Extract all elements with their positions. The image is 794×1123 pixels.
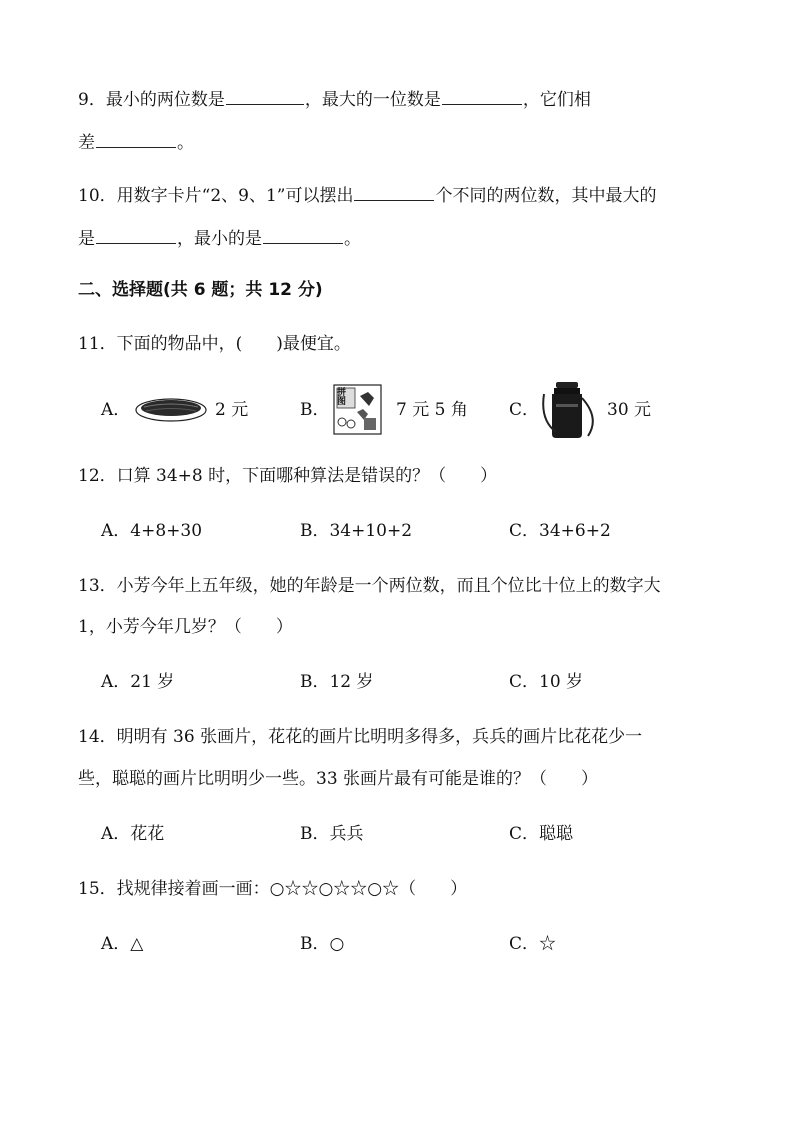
q12-option-a[interactable]: A．4+8+30 [101,521,203,541]
question-11-stem: 11．下面的物品中，( )最便宜。 [78,334,351,354]
question-14-stem-line-1: 14．明明有 36 张画片，花花的画片比明明多得多，兵兵的画片比花花少一 [78,727,643,747]
q11-option-b-price: 7 元 5 角 [396,400,468,420]
q9-text-a: 9．最小的两位数是 [78,90,225,110]
puzzle-box-label: 拼图 [337,388,347,407]
q12-option-c[interactable]: C．34+6+2 [509,521,611,541]
question-9-line-2 [78,129,194,155]
q13-option-a[interactable]: A．21 岁 [101,672,175,692]
q10-blank-smallest[interactable] [263,225,343,244]
q10-blank-largest[interactable] [96,225,176,244]
question-15-stem: 15．找规律接着画一画：○☆☆○☆☆○☆（ ） [78,879,468,899]
q9-blank-largest-one-digit[interactable] [442,86,522,105]
q10-text-c: 是 [78,229,95,249]
pencil-case-icon [134,392,208,426]
q9-text-c: ，它们相 [522,90,591,110]
q15-option-b[interactable]: B．○ [300,934,345,954]
q10-blank-count[interactable] [354,182,434,201]
q14-option-b[interactable]: B．兵兵 [300,824,364,844]
q15-option-c[interactable]: C．☆ [509,934,557,954]
question-13-stem-line-1: 13．小芳今年上五年级，她的年龄是一个两位数，而且个位比十位上的数字大 [78,576,661,596]
question-14-stem-line-2: 些，聪聪的画片比明明少一些。33 张画片最有可能是谁的？（ ） [78,769,599,789]
question-10-line-1 [78,182,656,208]
question-9-line-1 [78,86,591,112]
q13-option-b[interactable]: B．12 岁 [300,672,374,692]
q11-option-a-price: 2 元 [215,400,249,420]
q9-text-b: ，最大的一位数是 [304,90,441,110]
q14-option-a[interactable]: A．花花 [101,824,165,844]
q10-text-d: ，最小的是 [177,229,262,249]
q10-text-b: 个不同的两位数，其中最大的 [435,186,657,206]
q11-option-c-letter[interactable]: C． [509,400,540,420]
q13-option-c[interactable]: C．10 岁 [509,672,584,692]
question-10-line-2 [78,225,361,251]
section-2-heading: 二、选择题(共 6 题；共 12 分) [78,280,323,300]
q11-option-c-price: 30 元 [607,400,652,420]
water-bottle-icon [542,380,598,440]
q12-option-b[interactable]: B．34+10+2 [300,521,413,541]
q11-option-a-letter[interactable]: A． [101,400,131,420]
q14-option-c[interactable]: C．聪聪 [509,824,574,844]
q11-option-b-letter[interactable]: B． [300,400,330,420]
q9-blank-smallest-two-digit[interactable] [226,86,304,105]
q9-blank-difference[interactable] [96,129,176,148]
q9-text-d: 差 [78,133,95,153]
q9-text-e: 。 [177,133,194,153]
q10-text-e: 。 [344,229,361,249]
question-13-stem-line-2: 1，小芳今年几岁？（ ） [78,617,293,637]
question-12-stem: 12．口算 34+8 时，下面哪种算法是错误的？（ ） [78,466,498,486]
q10-text-a: 10．用数字卡片“2、9、1”可以摆出 [78,186,354,206]
q15-option-a[interactable]: A．△ [101,934,144,954]
